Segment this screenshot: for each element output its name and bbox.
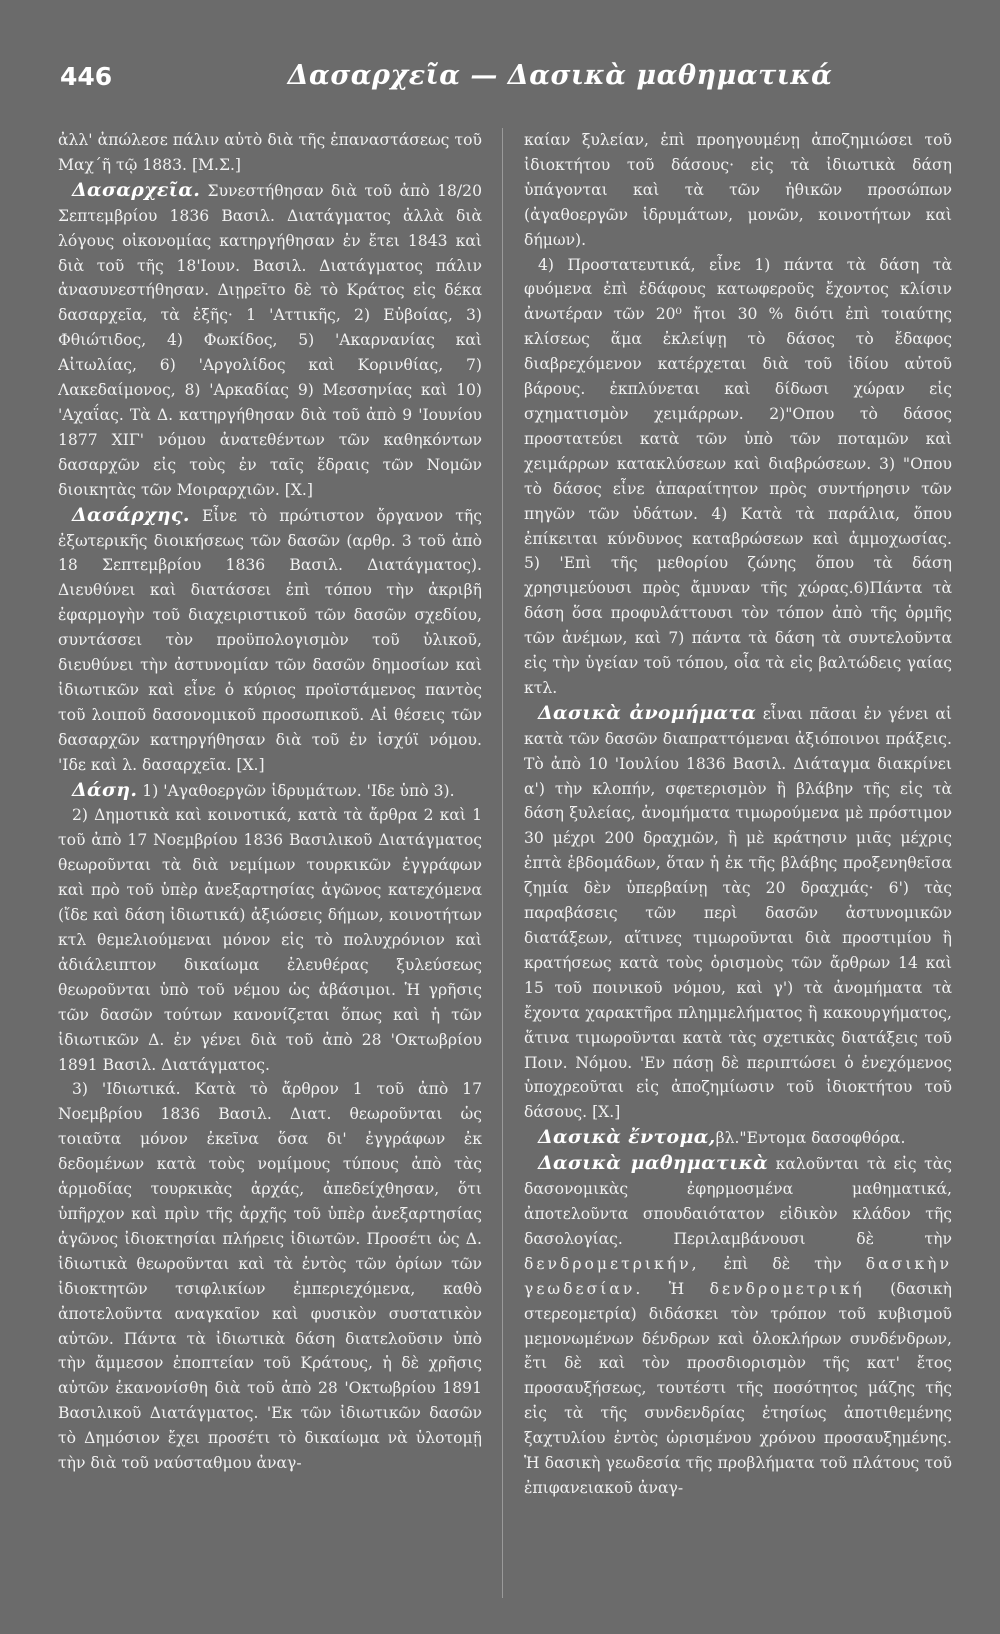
- paragraph: [524, 128, 952, 253]
- headword: Δασικὰ ἀνομήματα: [538, 701, 757, 724]
- paragraph-text: εἶναι πᾶσαι ἐν γένει αἱ κατὰ τῶν δασῶν διαπραττόμεναι ἀξιόποινοι πράξεις. Τὸ ἀπὸ 10 'Ιουλίου 1836 Βασιλ. Διάταγμα διακρίνει α') τὴν κλοπήν, σφετερισμὸν ἢ βλάβην τῆς εἰς τὰ δάση ξυλείας, ἀνομήματα τιμωρούμενα μὲ πρόστιμον 30 μέχρι 200 δραχμῶν, ἢ μὲ κράτησιν μιᾶς μέχρις ἑπτὰ ἑβδομάδων, ὅταν ἡ ἐκ τῆς βλάβης προξενηθεῖσα ζημία δὲν ὑπερβαίνῃ τὰς 20 δραχμάς· 6') τὰς παραβάσεις τῶν περὶ δασῶν ἀστυνομικῶν διατάξεων, αἵτινες τιμωροῦνται διὰ προστιμίου ἢ κρατήσεως κατὰ τοὺς ὁρισμοὺς τῶν ἄρθρων 14 καὶ 15 τοῦ ποινικοῦ νόμου, καὶ γ') τὰ ἀνομήματα τὰ ἔχοντα χαρακτῆρα πλημμελήματος ἢ κακουργήματος, ἅτινα τιμωροῦνται κατὰ τὰς σχετικὰς διατάξεις τοῦ Ποιν. Νόμου. 'Εν πάσῃ δὲ περιπτώσει ὁ ἐνεχόμενος ὑποχρεοῦται εἰς ἀποζημίωσιν τοῦ ἰδιοκτήτου τοῦ δάσους. [Χ.]: [524, 704, 952, 1122]
- paragraph-text: καίαν ξυλείαν, ἐπὶ προηγουμένῃ ἀποζημιώσει τοῦ ἰδιοκτήτου τοῦ δάσους· εἰς τὰ ἰδιωτικὰ δάση ὑπάγονται καὶ τὰ τῶν ἠθικῶν προσώπων (ἀγαθοεργῶν ἱδρυμάτων, μονῶν, κοινοτήτων καὶ δήμων).: [524, 131, 952, 249]
- headword: Δάση.: [72, 778, 138, 801]
- headword: Δασικὰ μαθηματικὰ: [538, 1152, 769, 1175]
- paragraph-text: Συνεστήθησαν διὰ τοῦ ἀπὸ 18/20 Σεπτεμβρίου 1836 Βασιλ. Διατάγματος ἀλλὰ διὰ λόγους οἰκονομίας κατηργήθησαν ἐν ἔτει 1843 καὶ διὰ τοῦ τῆς 18'Ιουν. Βασιλ. Διατάγματος πάλιν ἀνασυνεστήθησαν. Διῃρεῖτο δὲ τὸ Κράτος εἰς δέκα δασαρχεῖα, τὰ ἑξῆς· 1 'Αττικῆς, 2) Εὐβοίας, 3) Φθιώτιδος, 4) Φωκίδος, 5) 'Ακαρνανίας καὶ Αἰτωλίας, 6) 'Αργολίδος καὶ Κορινθίας, 7) Λακεδαίμονος, 8) 'Αρκαδίας 9) Μεσσηνίας καὶ 10) 'Αχαΐας. Τὰ Δ. κατηργήθησαν διὰ τοῦ ἀπὸ 9 'Ιουνίου 1877 ΧΙΓ' νόμου ἀνατεθέντων τῶν καθηκόντων δασαρχῶν εἰς τοὺς ἐν ταῖς ἕδραις τῶν Νομῶν διοικητὰς τῶν Μοιραρχιῶν. [Χ.]: [58, 181, 482, 499]
- paragraph: [58, 1077, 482, 1476]
- page-header: [60, 62, 940, 102]
- paragraph-text: βλ."Εντομα δασοφθόρα.: [715, 1129, 906, 1148]
- paragraph-text: ἐπὶ δὲ τὴν: [699, 1254, 866, 1273]
- paragraph-text: Ἡ: [643, 1279, 710, 1298]
- paragraph-text: καλοῦνται τὰ εἰς τὰς δασονομικὰς ἐφηρμοσμένα μαθηματικά, ἀποτελοῦντα σπουδαιότατον εἰδικὸν κλάδον τῆς δασολογίας. Περιλαμβάνουσι δὲ τὴν: [524, 1155, 952, 1248]
- paragraph: [58, 803, 482, 1077]
- paragraph-text: 4) Προστατευτικά, εἶνε 1) πάντα τὰ δάση τὰ φυόμενα ἐπὶ ἐδάφους κατωφεροῦς ἔχοντος κλίσιν ἀνωτέραν τῶν 20⁰ ἤτοι 30 % διότι ἐπὶ τοιαύτης κλίσεως ἅμα ἐκλείψῃ τὸ δάσος τὸ ἔδαφος διαβρεχόμενον κατέρχεται διὰ τοῦ ἰδίου αὐτοῦ βάρους. ἐκπλύνεται καὶ δίδωσι χώραν εἰς σχηματισμὸν χειμάρρων. 2)"Οπου τὸ δάσος προστατεύει κατὰ τῶν ὑπὸ τῶν ποταμῶν καὶ χειμάρρων κατακλύσεων καὶ διαβρώσεων. 3) "Οπου τὸ δάσος εἶνε ἀπαραίτητον πρὸς συντήρησιν τῶν πηγῶν τῶν ὑδάτων. 4) Κατὰ τὰ παράλια, ὅπου ἐπίκειται κύνδυνος καταβρώσεων καὶ ἀμμοχωσίας. 5) 'Επὶ τῆς μεθορίου ζώνης ὅπου τὰ δάση χρησιμεύουσι πρὸς ἄμυναν τῆς χώρας.6)Πάντα τὰ δάση ὅσα προφυλάττουσι τὸν τόπον ἀπὸ τῆς ὁρμῆς τῶν ἀνέμων, καὶ 7) πάντα τὰ δάση τὰ συντελοῦντα εἰς τὴν ὑγείαν τοῦ τόπου, οἷα τὰ εἰς βαλτώδεις γαίας κτλ.: [524, 255, 952, 697]
- column-divider: [502, 128, 503, 1598]
- entry-continuation: [58, 128, 482, 178]
- paragraph-text: 2) Δημοτικὰ καὶ κοινοτικά, κατὰ τὰ ἄρθρα 2 καὶ 1 τοῦ ἀπὸ 17 Νοεμβρίου 1836 Βασιλικοῦ Διατάγματος θεωροῦνται τὰ διὰ νεμίμων τουρκικῶν ἐγγράφων καὶ πρὸ τοῦ ὑπὲρ ἀνεξαρτησίας ἀγῶνος κατεχόμενα (ἴδε καὶ δάση ἰδιωτικά) ἀξιώσεις δήμων, κοινοτήτων κτλ θεμελιούμεναι μόνον εἰς τὸ πολυχρόνιον καὶ ἀδιάλειπτον δικαίωμα ἐλευθέρας ξυλεύσεως θεωροῦνται ὑπὸ τοῦ νέμου ὡς ἀβάσιμοι. Ἡ γρῆσις τῶν δασῶν τούτων κανονίζεται ὅπως καὶ ἡ τῶν ἰδιωτικῶν Δ. ἐν γένει διὰ τοῦ ἀπὸ 28 'Οκτωβρίου 1891 Βασιλ. Διατάγματος.: [58, 806, 482, 1074]
- paragraph-text: ἀλλ' ἀπώλεσε πάλιν αὐτὸ διὰ τῆς ἐπαναστάσεως τοῦ Μαχ΄ῆ τῷ 1883. [Μ.Σ.]: [58, 131, 482, 174]
- page-number: 446: [60, 62, 113, 91]
- paragraph-text: 1) 'Αγαθοεργῶν ἱδρυμάτων. 'Ιδε ὑπὸ 3).: [137, 781, 455, 800]
- headword: Δασάρχης.: [72, 503, 190, 526]
- entry-dasarcheia: [58, 178, 482, 503]
- entry-dasi: [58, 778, 482, 804]
- paragraph-text: 3) 'Ιδιωτικά. Κατὰ τὸ ἄρθρον 1 τοῦ ἀπὸ 17 Νοεμβρίου 1836 Βασιλ. Διατ. θεωροῦνται ὡς τοιαῦτα μόνον ἐκεῖνα ὅσα δι' ἐγγράφων ἐκ δεδομένων κατὰ τοὺς νομίμους τύπους ἀπὸ τὰς ἁρμοδίας τουρκικὰς ἀρχάς, ἀπεδείχθησαν, ὅτι ὑπῆρχον καὶ πρὶν τῆς ἀρχῆς τοῦ ὑπὲρ ἀνεξαρτησίας ἀγῶνος ἰδιοκτησίαι πλήρεις ἰδιωτῶν. Προσέτι ὡς Δ. ἰδιωτικὰ θεωροῦνται καὶ τὰ ἐντὸς τῶν ὁρίων τῶν ἰδιοκτητῶν τσιφλικίων ἐμπεριεχόμενα, καθὸ ἀποτελοῦντα αναγκαῖον καὶ φυσικὸν συστατικὸν αὐτῶν. Πάντα τὰ ἰδιωτικὰ δάση διατελοῦσιν ὑπὸ τὴν ἄμμεσον ἐποπτείαν τοῦ Κράτους, ἡ δὲ χρῆσις αὐτῶν ἐκανονίσθη διὰ τοῦ ἀπὸ 28 'Οκτωβρίου 1891 Βασιλικοῦ Διατάγματος. 'Εκ τῶν ἰδιωτικῶν δασῶν τὸ Δημόσιον ἔχει προσέτι τὸ δικαίωμα νὰ ὑλοτομῇ τὴν διὰ τοῦ ναύσταθμου ἀναγ-: [58, 1080, 482, 1473]
- entry-dasika-anomimata: [524, 701, 952, 1125]
- paragraph: [524, 253, 952, 701]
- entry-dasika-mathimatika: [524, 1151, 952, 1501]
- left-column: [58, 128, 482, 1598]
- paragraph-text: (δασικὴ στερεομετρία) διδάσκει τὸν τρόπον τοῦ κυβισμοῦ μεμονωμένων δένδρων καὶ ὁλοκλήρων συνδένδρων, ἔτι δὲ καὶ τὸν προσδιορισμὸν τῆς κατ' ἔτος προσαυξήσεως, τουτέστι τῆς ποσότητος μάζης τῆς εἰς τὰ τῆς συνδενδρίας ἐτησίως ἀποτιθεμένης ξαχτυλίου ἐντὸς ὡρισμένου χρόνου προσαυξημένης. Ἡ δασικὴ γεωδεσία τῆς προβλήματα τοῦ πλάτους τοῦ ἐπιφανειακοῦ ἀναγ-: [524, 1279, 952, 1497]
- spaced-term: δενδρομετρική: [709, 1279, 865, 1298]
- spaced-term: δασικὴν γεωδεσίαν.: [524, 1254, 952, 1298]
- spaced-term: δενδρομετρικήν,: [524, 1254, 700, 1273]
- headword: Δασαρχεῖα.: [72, 178, 201, 201]
- entry-dasarchis: [58, 503, 482, 778]
- right-column: [524, 128, 952, 1598]
- headword: Δασικὰ ἔντομα,: [538, 1126, 716, 1149]
- entry-dasika-entoma: [524, 1125, 952, 1151]
- paragraph-text: Εἶνε τὸ πρώτιστον ὄργανον τῆς ἐξωτερικῆς διοικήσεως τῶν δασῶν (αρθρ. 3 τοῦ ἀπὸ 18 Σεπτεμβρίου 1836 Βασιλ. Διατάγματος). Διευθύνει καὶ διατάσσει ἐπὶ τόπου τὴν ἀκριβῆ ἐφαρμογὴν τοῦ διαχειριστικοῦ τῶν δασῶν σχεδίου, συντάσσει τὸν προϋπολογισμὸν τοῦ ὑλικοῦ, διευθύνει τὴν ἀστυνομίαν τῶν δασῶν δημοσίων καὶ ἰδιωτικῶν καὶ εἶνε ὁ κύριος προϊστάμενος παντὸς τοῦ λοιποῦ δασονομικοῦ προσωπικοῦ. Αἱ θέσεις τῶν δασαρχῶν κατηργήθησαν διὰ τοῦ ἐν ἰσχύϊ νόμου. 'Ιδε καὶ λ. δασαρχεῖα. [Χ.]: [58, 506, 482, 774]
- running-title: Δασαρχεῖα — Δασικὰ μαθηματικά: [287, 60, 833, 91]
